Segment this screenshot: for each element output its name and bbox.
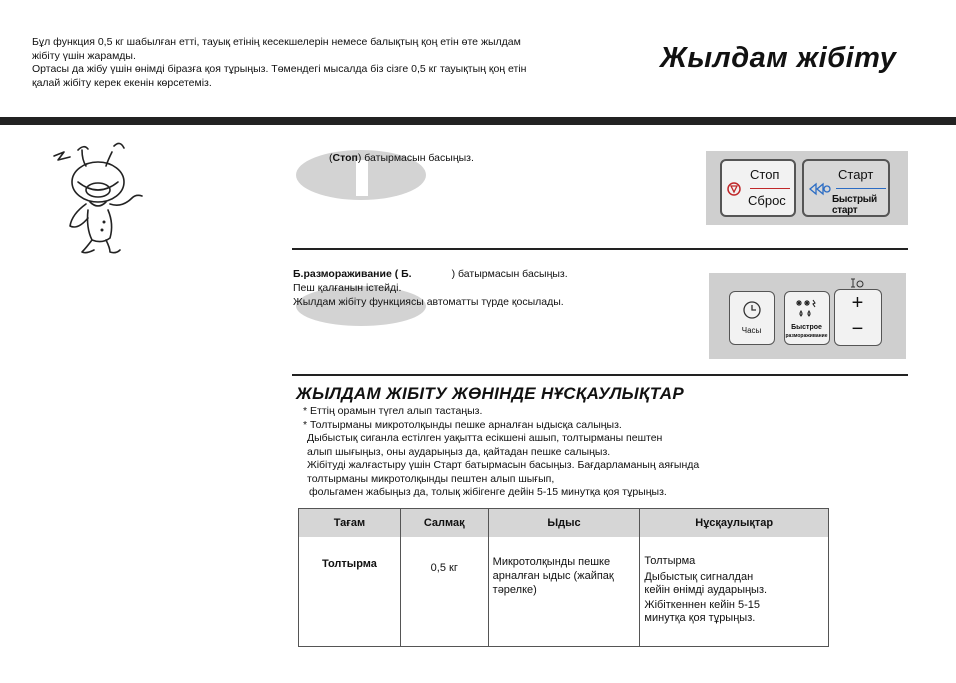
tips-list xyxy=(303,405,823,500)
reset-label: Сброс xyxy=(748,193,786,208)
instruction-line: минутқа қоя тұрыңыз. xyxy=(644,612,756,624)
weight-icon xyxy=(849,277,865,289)
page-title: Жылдам жібіту xyxy=(660,42,897,74)
start-button[interactable] xyxy=(802,159,890,217)
tips-divider xyxy=(292,374,908,376)
defrost-label-line: размораживание xyxy=(785,333,828,339)
step-1-paren: ) xyxy=(357,152,362,164)
defrost-icon xyxy=(795,298,819,320)
start-divider xyxy=(836,188,886,189)
tip-line: Дыбыстық сиганла естілген уақытта есікшені ашып, толтырманы пештен xyxy=(307,432,663,444)
plus-minus-button[interactable] xyxy=(834,289,882,346)
table-cell-weight: 0,5 кг xyxy=(400,537,488,647)
stop-icon xyxy=(726,181,746,197)
tip-line: Жібітуді жалғастыру үшін Старт батырмасын басыңыз. Бағдарламаның аяғында xyxy=(307,459,700,471)
step-2-key-name: Б.размораживание xyxy=(293,268,392,280)
defrost-table xyxy=(298,508,829,647)
step-1-instruction: батырмасын басыңыз. xyxy=(361,152,474,164)
clock-label: Часы xyxy=(741,326,762,335)
mascot-dot xyxy=(103,221,106,224)
intro-text xyxy=(32,36,632,90)
start-icon xyxy=(808,181,832,197)
step-2-line: Жылдам жібіту функциясы автоматты түрде қосылады. xyxy=(293,296,564,308)
table-cell-instructions xyxy=(640,537,829,647)
instruction-line: Дыбыстық сигналдан xyxy=(644,571,754,583)
tip-line: толтырманы микротолқынды пештен алып шығып, xyxy=(307,472,555,485)
table-header: Тағам xyxy=(299,509,401,538)
intro-line: Бұл функция 0,5 кг шабылған етті, тауық етінің кесекшелерін немесе балықтың қоң етін өте жылдам xyxy=(32,36,521,48)
step-1-control-panel xyxy=(706,151,908,225)
stop-label: Стоп xyxy=(750,167,780,182)
step-divider xyxy=(292,248,908,250)
stop-divider xyxy=(750,188,790,189)
tip-line: алып шығыңыз, оны аударыңыз да, қайтадан пешке салыңыз. xyxy=(307,445,611,458)
clock-button[interactable] xyxy=(729,291,775,345)
mascot-dot xyxy=(101,229,104,232)
table-cell-food: Толтырма xyxy=(299,537,401,647)
step-1-paren: ( xyxy=(329,152,333,164)
table-header: Ыдыс xyxy=(488,509,640,538)
table-header: Нұсқаулықтар xyxy=(640,509,829,538)
mascot-illustration xyxy=(42,138,152,263)
stop-reset-button[interactable] xyxy=(720,159,796,217)
table-cell-dish xyxy=(488,537,640,647)
plus-label: + xyxy=(851,292,864,314)
instruction-line: Жібіткеннен кейін 5-15 xyxy=(644,599,761,611)
dish-line: Микротолқынды пешке xyxy=(492,556,611,568)
dish-line: арналған ыдыс (жайпақ xyxy=(492,570,614,582)
step-1-key-name: Стоп xyxy=(332,152,358,164)
dish-line: тәрелке) xyxy=(492,584,537,596)
intro-line: жібіту үшін жарамды. xyxy=(32,49,136,62)
tips-title: ЖЫЛДАМ ЖІБІТУ ЖӨНІНДЕ НҰСҚАУЛЫҚТАР xyxy=(296,384,684,403)
table-header: Салмақ xyxy=(400,509,488,538)
quick-defrost-button[interactable] xyxy=(784,291,830,345)
instruction-line: кейін өнімді аударыңыз. xyxy=(644,584,768,596)
table-row xyxy=(299,537,829,647)
table-header-row xyxy=(299,509,829,538)
minus-label: − xyxy=(851,318,864,340)
start-label: Старт xyxy=(838,167,874,182)
quick-start-label: Быстрый старт xyxy=(832,194,877,216)
instruction-line: Толтырма xyxy=(644,555,696,567)
step-2-instruction: ) батырмасын басыңыз. xyxy=(451,268,568,280)
intro-line: Ортасы да жібу үшін өнімді біразға қоя тұрыңыз. Төмендегі мысалда біз сізге 0,5 кг тауықтың қоң етін xyxy=(32,63,527,75)
tip-line: фольгамен жабыңыз да, толық жібігенге дейін 5-15 минутқа қоя тұрыңыз. xyxy=(309,486,667,498)
step-2-text xyxy=(293,267,693,309)
tip-line: * Еттің орамын түгел алып тастаңыз. xyxy=(303,405,483,417)
tip-line: * Толтырманы микротолқынды пешке арналған ыдысқа салыңыз. xyxy=(303,418,622,431)
step-2-control-panel xyxy=(709,273,906,359)
step-2-key-short: ( Б. xyxy=(394,268,412,280)
step-1-text xyxy=(329,151,474,165)
defrost-label-line: Быстрое xyxy=(791,324,822,331)
intro-line: қалай жібіту керек екенін көрсетеміз. xyxy=(32,76,212,89)
defrost-label xyxy=(785,324,828,340)
header-divider xyxy=(0,117,956,125)
clock-icon xyxy=(742,300,762,320)
step-2-line: Пеш қалғанын істейді. xyxy=(293,282,402,294)
